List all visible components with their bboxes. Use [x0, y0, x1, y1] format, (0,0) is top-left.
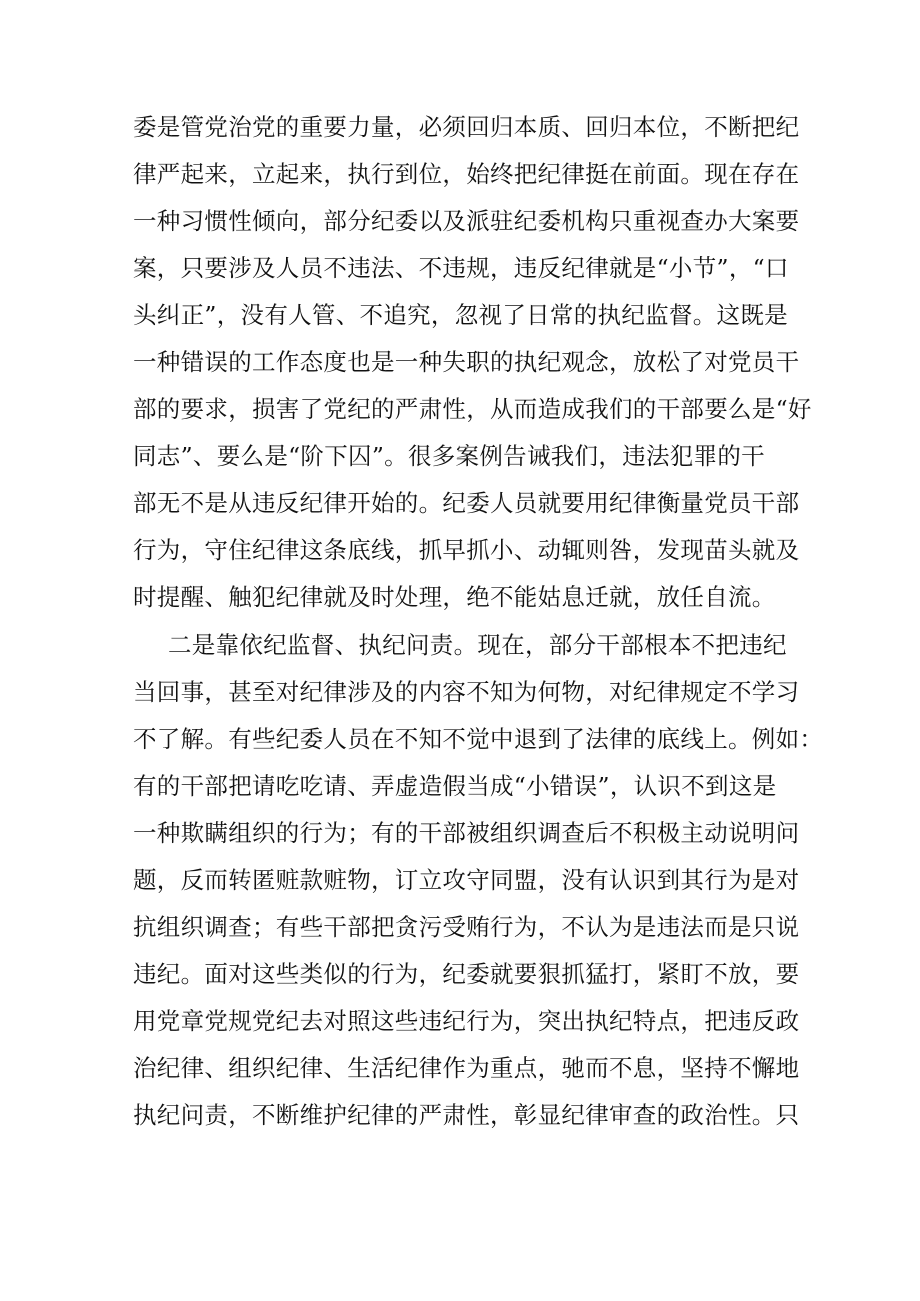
text-line: 有的干部把请吃吃请、弄虚造假当成“小错误”，认识不到这是 [133, 772, 777, 800]
text-line: 一种习惯性倾向，部分纪委以及派驻纪委机构只重视查办大案要 [133, 207, 800, 235]
text-line: 部的要求，损害了党纪的严肃性，从而造成我们的干部要么是“好 [133, 395, 812, 423]
document-page [133, 104, 824, 1139]
text-line: 行为，守住纪律这条底线，抓早抓小、动辄则咎，发现苗头就及 [133, 536, 800, 564]
text-line: 题，反而转匿赃款赃物，订立攻守同盟，没有认识到其行为是对 [133, 866, 800, 894]
text-line: 一种欺瞒组织的行为；有的干部被组织调查后不积极主动说明问 [133, 819, 800, 847]
text-line: 治纪律、组织纪律、生活纪律作为重点，驰而不息，坚持不懈地 [133, 1054, 800, 1082]
text-line: 头纠正”，没有人管、不追究，忽视了日常的执纪监督。这既是 [133, 301, 788, 329]
text-line: 时提醒、触犯纪律就及时处理，绝不能姑息迁就，放任自流。 [133, 583, 776, 611]
text-line: 案，只要涉及人员不违法、不违规，违反纪律就是“小节”，“口 [133, 254, 789, 282]
text-line: 律严起来，立起来，执行到位，始终把纪律挺在前面。现在存在 [133, 160, 800, 188]
text-line: 违纪。面对这些类似的行为，纪委就要狠抓猛打，紧盯不放，要 [133, 960, 800, 988]
text-line: 同志”、要么是“阶下囚”。很多案例告诫我们，违法犯罪的干 [133, 442, 765, 470]
text-line: 不了解。有些纪委人员在不知不觉中退到了法律的底线上。例如： [133, 725, 824, 753]
paragraph-2 [133, 622, 824, 1139]
text-line: 用党章党规党纪去对照这些违纪行为，突出执纪特点，把违反政 [133, 1007, 800, 1035]
text-line: 部无不是从违反纪律开始的。纪委人员就要用纪律衡量党员干部 [133, 489, 800, 517]
text-line: 抗组织调查；有些干部把贪污受贿行为，不认为是违法而是只说 [133, 913, 800, 941]
text-line: 当回事，甚至对纪律涉及的内容不知为何物，对纪律规定不学习 [133, 678, 800, 706]
text-line: 一种错误的工作态度也是一种失职的执纪观念，放松了对党员干 [133, 348, 800, 376]
text-line: 执纪问责，不断维护纪律的严肃性，彰显纪律审查的政治性。只 [133, 1101, 800, 1129]
text-line: 委是管党治党的重要力量，必须回归本质、回归本位，不断把纪 [133, 113, 800, 141]
text-line-first: 二是靠依纪监督、执纪问责。现在，部分干部根本不把违纪 [168, 631, 787, 659]
paragraph-1 [133, 104, 812, 621]
